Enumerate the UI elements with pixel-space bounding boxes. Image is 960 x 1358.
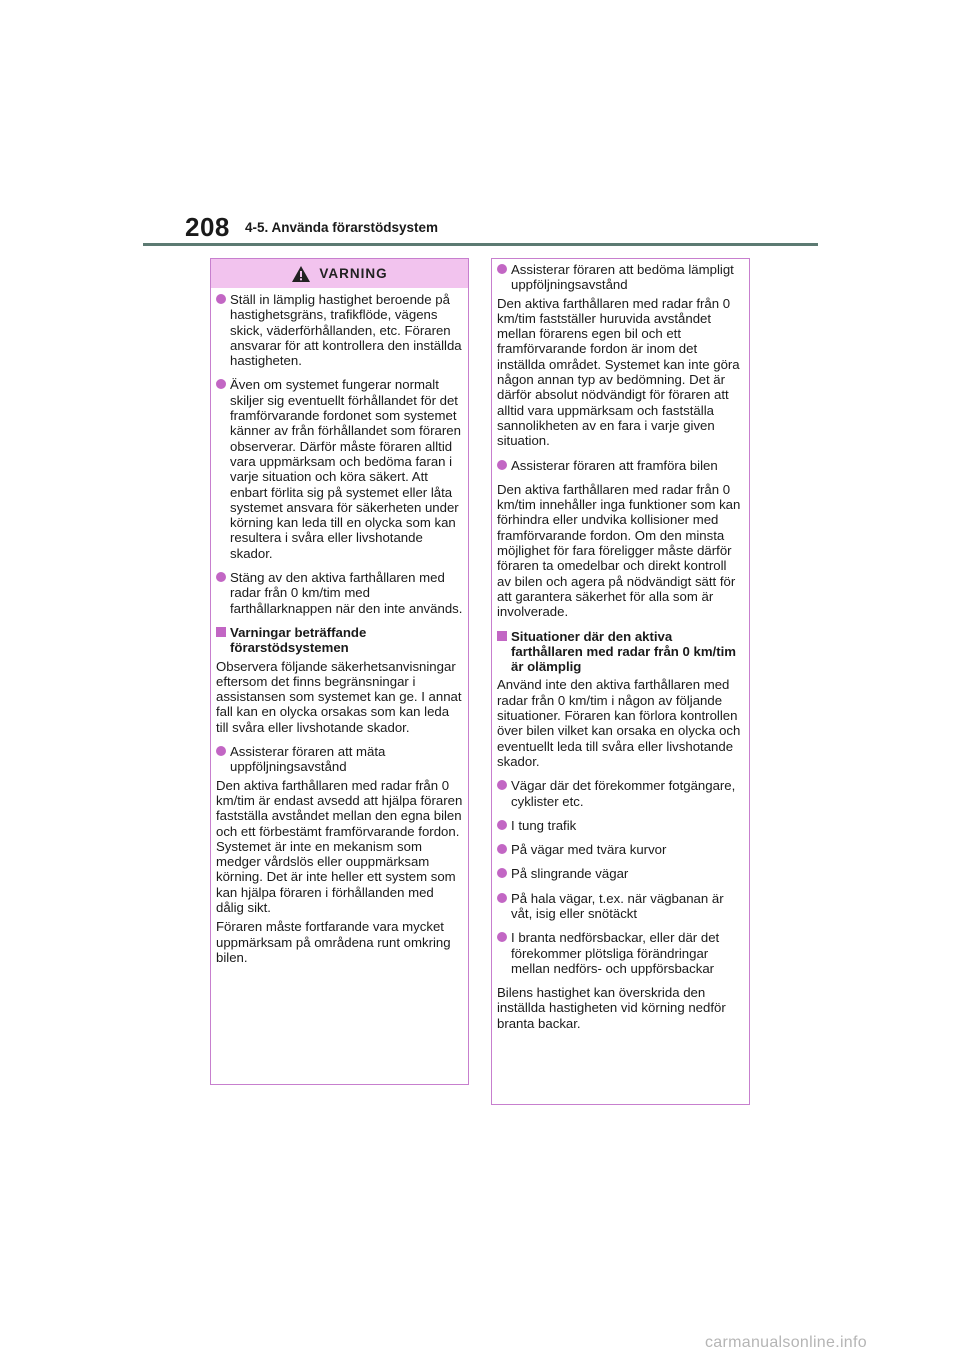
bullet-icon [216, 379, 226, 389]
list-item [497, 458, 744, 473]
square-bullet-icon [497, 631, 507, 641]
bullet-icon [497, 932, 507, 942]
list-item-text: Stäng av den aktiva farthållaren med radar från 0 km/tim med farthållarknappen när den inte används. [230, 570, 463, 616]
warning-header [211, 259, 468, 288]
list-item [497, 866, 744, 881]
warning-content-left [211, 288, 468, 965]
bullet-icon [216, 746, 226, 756]
list-item-text: I branta nedförsbackar, eller där det förekommer plötsliga förändringar mellan nedförs- och uppförsbackar [511, 930, 720, 976]
bullet-icon [497, 780, 507, 790]
warning-box-continued [491, 258, 750, 1105]
warning-title: VARNING [319, 266, 388, 281]
bullet-icon [216, 572, 226, 582]
list-item [497, 930, 744, 976]
paragraph: Bilens hastighet kan överskrida den inställda hastigheten vid körning nedför branta backar. [497, 985, 726, 1031]
subheading-text: Situationer där den aktiva farthållaren med radar från 0 km/tim är olämplig [511, 628, 736, 675]
paragraph: Observera följande säkerhetsanvisningar eftersom det finns begränsningar i assistansen som systemet kan ge. I annat fall kan en olycka orsakas som kan leda till svåra eller livshotande skador. [216, 658, 462, 735]
paragraph: Den aktiva farthållaren med radar från 0 km/tim innehåller inga funktioner som kan förhindra eller undvika kollisioner med framförvarande fordon. Om den minsta möjlighet för fara föreligger måste därför föraren ta omedelbar och direkt kontroll av bilen och agera på nödvändigt sätt för att garantera säkerhet för alla som är involverade. [497, 481, 741, 620]
list-item [497, 778, 744, 809]
paragraph: Föraren måste fortfarande vara mycket uppmärksam på områdena runt omkring bilen. [216, 919, 451, 965]
list-item [497, 842, 744, 857]
list-item-text: I tung trafik [511, 817, 577, 833]
list-item [216, 744, 463, 775]
bullet-icon [497, 460, 507, 470]
list-item-text: Vägar där det förekommer fotgängare, cyklister etc. [511, 778, 736, 809]
bullet-icon [497, 844, 507, 854]
paragraph: Den aktiva farthållaren med radar från 0 km/tim är endast avsedd att hjälpa föraren fastställa avståndet mellan den egna bilen och ett förbestämt framförvarande fordon. Systemet är inte en mekanism som medger vårdslös eller ouppmärksam körning. Det är inte heller ett system som kan hjälpa föraren i förhållanden med dålig sikt. [216, 777, 463, 915]
list-item [497, 891, 744, 922]
section-title: 4-5. Använda förarstödsystem [245, 220, 439, 235]
list-item [216, 377, 463, 561]
subheading-text: Varningar beträffande förarstödsystemen [230, 624, 367, 656]
list-item-text: På slingrande vägar [511, 866, 629, 882]
list-item [497, 262, 744, 293]
warning-triangle-icon [291, 265, 311, 283]
bullet-icon [216, 294, 226, 304]
square-bullet-icon [216, 627, 226, 637]
list-item-text: På hala vägar, t.ex. när vägbanan är våt, isig eller snötäckt [511, 890, 724, 921]
warning-box [210, 258, 469, 1085]
list-item-text: Assisterar föraren att bedöma lämpligt uppföljningsavstånd [511, 262, 734, 293]
header-rule [143, 243, 818, 246]
list-item-text: Assisterar föraren att framföra bilen [511, 457, 718, 473]
list-item [216, 292, 463, 368]
warning-content-right [492, 259, 749, 1031]
list-item-text: Även om systemet fungerar normalt skiljer sig eventuellt förhållandet för det framförvarande fordonet som systemet känner av från förhållandet som föraren observerar. Därför måste föraren alltid vara uppmärksam och bedöma faran i varje situation och köra säkert. Att enbart förlita sig på systemet eller låta systemet ansvara för säkerheten under körning kan leda till en olycka som kan resultera i svåra eller livshotande skador. [230, 377, 461, 561]
bullet-icon [497, 893, 507, 903]
list-item [497, 818, 744, 833]
bullet-icon [497, 820, 507, 830]
list-item [216, 570, 463, 616]
bullet-icon [497, 264, 507, 274]
list-item-text: På vägar med tvära kurvor [511, 842, 667, 858]
bullet-icon [497, 868, 507, 878]
list-item-text: Ställ in lämplig hastighet beroende på hastighetsgräns, trafikflöde, vägens skick, väderförhållanden, etc. Föraren ansvarar för att kontrollera den inställda hastigheten. [230, 292, 462, 369]
subheading [216, 625, 463, 656]
subheading [497, 629, 744, 675]
page-number: 208 [185, 212, 230, 242]
list-item-text: Assisterar föraren att mäta uppföljningsavstånd [230, 744, 386, 775]
watermark: carmanualsonline.info [705, 1334, 867, 1351]
paragraph: Använd inte den aktiva farthållaren med radar från 0 km/tim i någon av följande situationer. Föraren kan förlora kontrollen över bilen vilket kan orsaka en olycka och eventuellt leda till svåra eller livshotande skador. [497, 677, 741, 769]
paragraph: Den aktiva farthållaren med radar från 0 km/tim fastställer huruvida avståndet mellan förarens egen bil och ett framförvarande fordon är inom det inställda området. Systemet kan inte göra någon annan typ av bedömning. Det är därför absolut nödvändigt för föraren att alltid vara uppmärksam och fastställa sannolikheten av en fara i varje given situation. [497, 295, 740, 449]
